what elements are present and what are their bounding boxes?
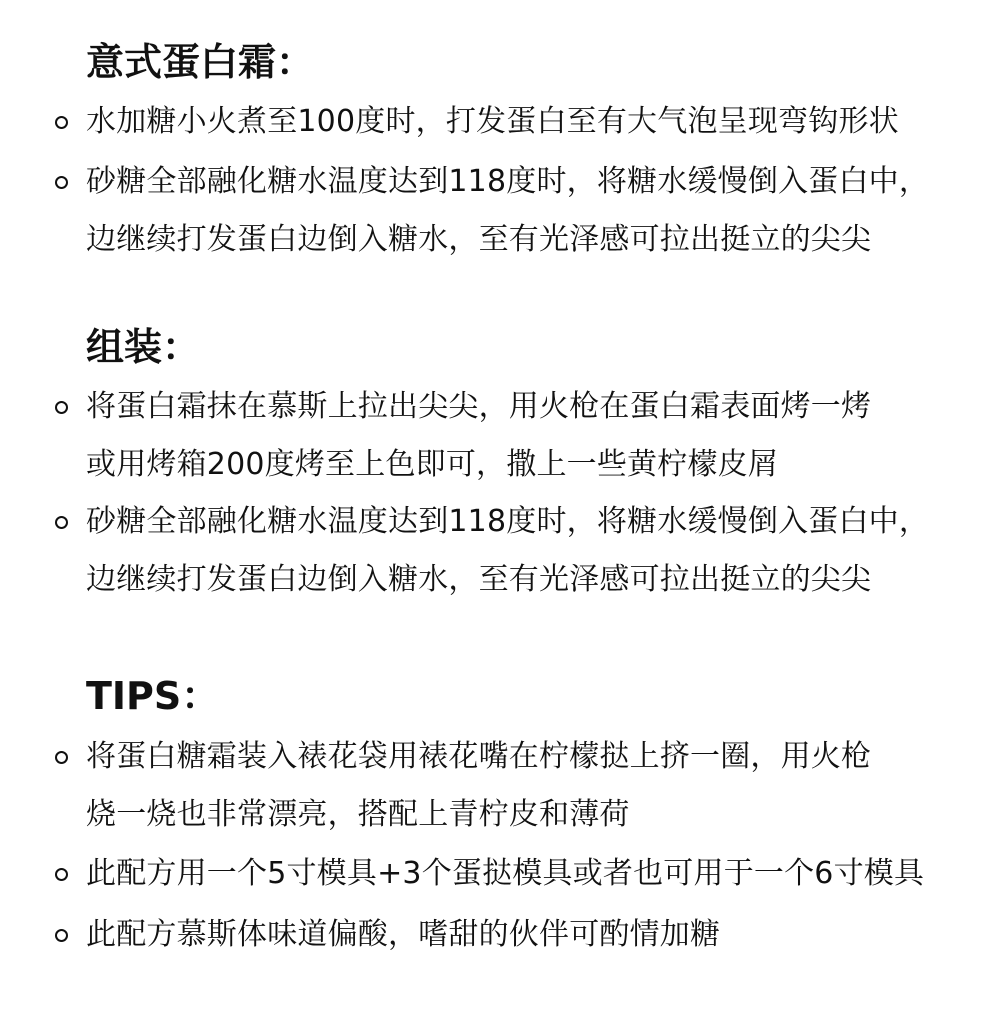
bullet-circle-icon [55, 176, 68, 189]
section-heading: TIPS： [86, 674, 220, 718]
list-item-text: 此配方用一个5寸模具+3个蛋挞模具或者也可用于一个6寸模具 [86, 856, 925, 891]
list-item-text: 砂糖全部融化糖水温度达到118度时，将糖水缓慢倒入蛋白中， [86, 164, 930, 199]
bullet-circle-icon [55, 868, 68, 881]
bullet-circle-icon [55, 116, 68, 129]
bullet-circle-icon [55, 929, 68, 942]
list-item-text: 烧一烧也非常漂亮，搭配上青柠皮和薄荷 [86, 797, 630, 832]
list-item-text: 边继续打发蛋白边倒入糖水，至有光泽感可拉出挺立的尖尖 [86, 562, 872, 597]
list-item-text: 砂糖全部融化糖水温度达到118度时，将糖水缓慢倒入蛋白中， [86, 504, 930, 539]
list-item-text: 水加糖小火煮至100度时，打发蛋白至有大气泡呈现弯钩形状 [86, 104, 899, 139]
bullet-circle-icon [55, 516, 68, 529]
list-item-text: 此配方慕斯体味道偏酸，嗜甜的伙伴可酌情加糖 [86, 917, 721, 952]
bullet-circle-icon [55, 751, 68, 764]
list-item-text: 将蛋白糖霜装入裱花袋用裱花嘴在柠檬挞上挤一圈，用火枪 [86, 739, 872, 774]
bullet-circle-icon [55, 401, 68, 414]
list-item-text: 将蛋白霜抹在慕斯上拉出尖尖，用火枪在蛋白霜表面烤一烤 [86, 389, 872, 424]
section-heading: 组装： [86, 325, 201, 369]
section-heading: 意式蛋白霜： [86, 40, 315, 84]
list-item-text: 或用烤箱200度烤至上色即可，撒上一些黄柠檬皮屑 [86, 447, 779, 482]
list-item-text: 边继续打发蛋白边倒入糖水，至有光泽感可拉出挺立的尖尖 [86, 222, 872, 257]
